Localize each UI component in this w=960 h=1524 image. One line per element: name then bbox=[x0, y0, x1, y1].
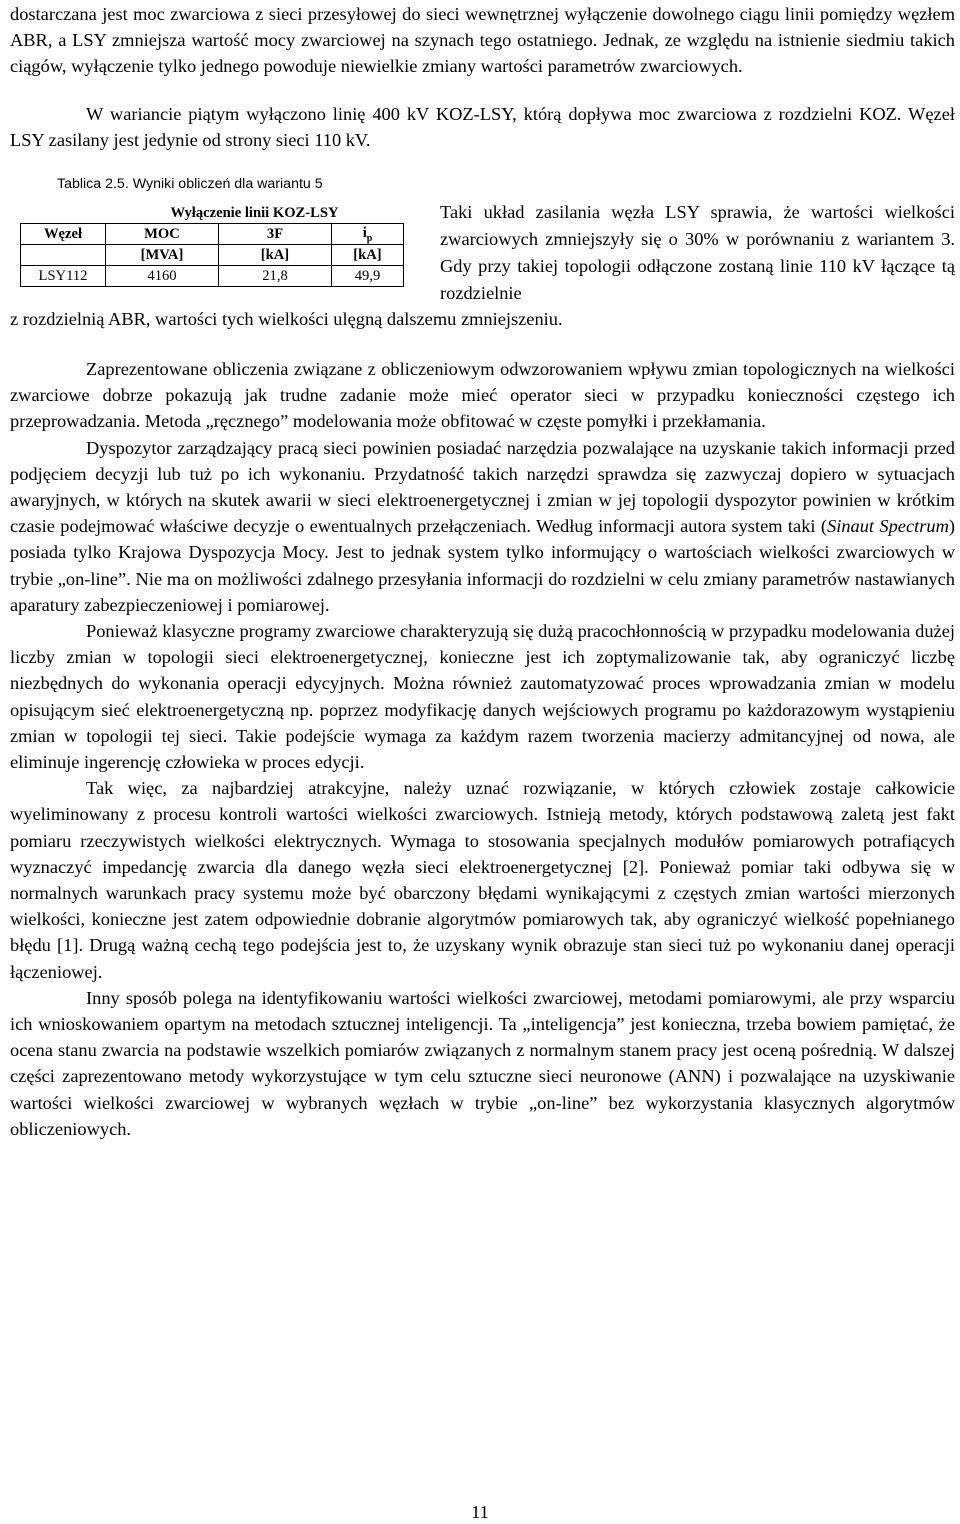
table-cell-ip: 49,9 bbox=[332, 266, 404, 287]
side-paragraph: Taki układ zasilania węzła LSY sprawia, że wartości wielkości zwarciowych zmniejszyły się o 30% w porównaniu z wariantem 3. Gdy przy takiej topologii odłączone zostaną linie 110 kV łączące tą rozdzielnie bbox=[440, 202, 955, 303]
variant-five-paragraph: W wariancie piątym wyłączono linię 400 kV KOZ-LSY, którą dopływa moc zwarciowa z rozdzielni KOZ. Węzeł LSY zasilany jest jedynie od strony sieci 110 kV. bbox=[10, 104, 955, 151]
table-header-3f: 3F bbox=[219, 224, 332, 245]
after-table-line: z rozdzielnią ABR, wartości tych wielkości ulęgną dalszemu zmniejszeniu. bbox=[10, 309, 563, 329]
table-cell-moc: 4160 bbox=[106, 266, 219, 287]
table-unit-3f: [kA] bbox=[219, 245, 332, 266]
table-group-header: Wyłączenie linii KOZ-LSY bbox=[106, 203, 404, 224]
body-paragraph-4: Tak więc, za najbardziej atrakcyjne, należy uznać rozwiązanie, w których człowiek zostaje całkowicie wyeliminowany z procesu kontroli wartości wielkości zwarciowych. Istnieją metody, których podstawową zaletą jest fakt pomiaru rzeczywistych wielkości elektrycznych. Wymaga to stosowania specjalnych modułów pomiarowych potrafiących wyznaczyć impedancję zwarcia dla danego węzła sieci elektroenergetycznej [2]. Ponieważ pomiar taki odbywa się w normalnych warunkach pracy systemu może być obarczony błędami wynikającymi z częstych zmian wartości mierzonych wielkości, konieczne jest zatem odpowiednie dobranie algorytmów pomiarowych tak, aby ograniczyć wielkość popełnianego błędu [1]. Drugą ważną cechą tego podejścia jest to, że uzyskany wynik obrazuje stan sieci tuż po wykonaniu danej operacji łączeniowej. bbox=[10, 778, 955, 982]
body-paragraph-1: Zaprezentowane obliczenia związane z obliczeniowym odwzorowaniem wpływu zmian topologicznych na wielkości zwarciowe dobrze pokazują jak trudne zadanie może mieć operator sieci w przypadku konieczności częstego ich przeprowadzania. Metoda „ręcznego” modelowania może obfitować w częste pomyłki i przekłamania. bbox=[10, 359, 955, 432]
body-paragraph-2: Dyspozytor zarządzający pracą sieci powinien posiadać narzędzia pozwalające na uzyskanie takich informacji przed podjęciem decyzji lub tuż po ich wykonaniu. Przydatność takich narzędzi sprawdza się zazwyczaj dopiero w sytuacjach awaryjnych, w których na skutek awarii w sieci elektroenergetycznej i zmian w jej topologii dyspozytor powinien w krótkim czasie podejmować właściwe decyzje o ewentualnych przełączeniach. Według informacji autora system taki (Sinaut Spectrum) posiada tylko Krajowa Dyspozycja Mocy. Jest to jednak system tylko informujący o wartościach wielkości zwarciowych w trybie „on-line”. Nie ma on możliwości zdalnego przesyłania informacji do rozdzielni w celu zmiany parametrów nastawianych aparatury zabezpieczeniowej i pomiarowej. bbox=[10, 437, 956, 615]
table-header-node: Węzeł bbox=[21, 224, 106, 245]
table-header-moc: MOC bbox=[106, 224, 219, 245]
intro-paragraph: dostarczana jest moc zwarciowa z sieci przesyłowej do sieci wewnętrznej wyłączenie dowolnego ciągu linii pomiędzy węzłem ABR, a LSY zmniejsza wartość mocy zwarciowej na szynach tego ostatniego. Jednak, ze względu na istnienie siedmiu takich ciągów, wyłączenie tylko jednego powoduje niewielkie zmiany wartości parametrów zwarciowych. bbox=[10, 4, 955, 77]
table-caption: Tablica 2.5. Wyniki obliczeń dla wariantu 5 bbox=[57, 176, 323, 192]
results-table bbox=[20, 203, 404, 287]
table-unit-ip: [kA] bbox=[332, 245, 404, 266]
table-header-ip: $i_p$ bbox=[332, 224, 404, 245]
table-cell-3f: 21,8 bbox=[219, 266, 332, 287]
page-number: 11 bbox=[471, 1502, 489, 1522]
body-paragraph-5: Inny sposób polega na identyfikowaniu wartości wielkości zwarciowej, metodami pomiarowymi, ale przy wsparciu ich wnioskowaniem opartym na metodach sztucznej inteligencji. Ta „inteligencja” jest konieczna, trzeba bowiem pamiętać, że ocena stanu zwarcia na podstawie wszelkich pomiarów związanych z normalnym stanem pracy jest oceną pośrednią. W dalszej części zaprezentowano metody wykorzystujące w tym celu sztuczne sieci neuronowe (ANN) i pozwalające na uzyskiwanie wartości wielkości zwarciowej w wybranych węzłach w trybie „on-line” bez wykorzystania klasycznych algorytmów obliczeniowych. bbox=[10, 987, 955, 1139]
side-text-block bbox=[440, 199, 955, 307]
table-cell-node: LSY112 bbox=[21, 266, 106, 287]
body-paragraph-3: Ponieważ klasyczne programy zwarciowe charakteryzują się dużą pracochłonnością w przypadku modelowania dużej liczby zmian w topologii sieci elektroenergetycznej, konieczne jest ich zoptymalizowanie tak, aby ograniczyć liczbę niezbędnych do wykonania operacji edycyjnych. Można również zautomatyzować proces wprowadzania zmian w modelu opisującym sieć elektroenergetyczną np. poprzez modyfikację danych wejściowych programu po każdorazowym wystąpieniu zmian w topologii tej sieci. Takie podejście wymaga za każdym razem tworzenia macierzy admitancyjnej od nowa, ale eliminuje ingerencję człowieka w proces edycji. bbox=[10, 621, 955, 773]
main-body bbox=[10, 356, 955, 1142]
table-unit-moc: [MVA] bbox=[106, 245, 219, 266]
table-row bbox=[21, 266, 404, 287]
